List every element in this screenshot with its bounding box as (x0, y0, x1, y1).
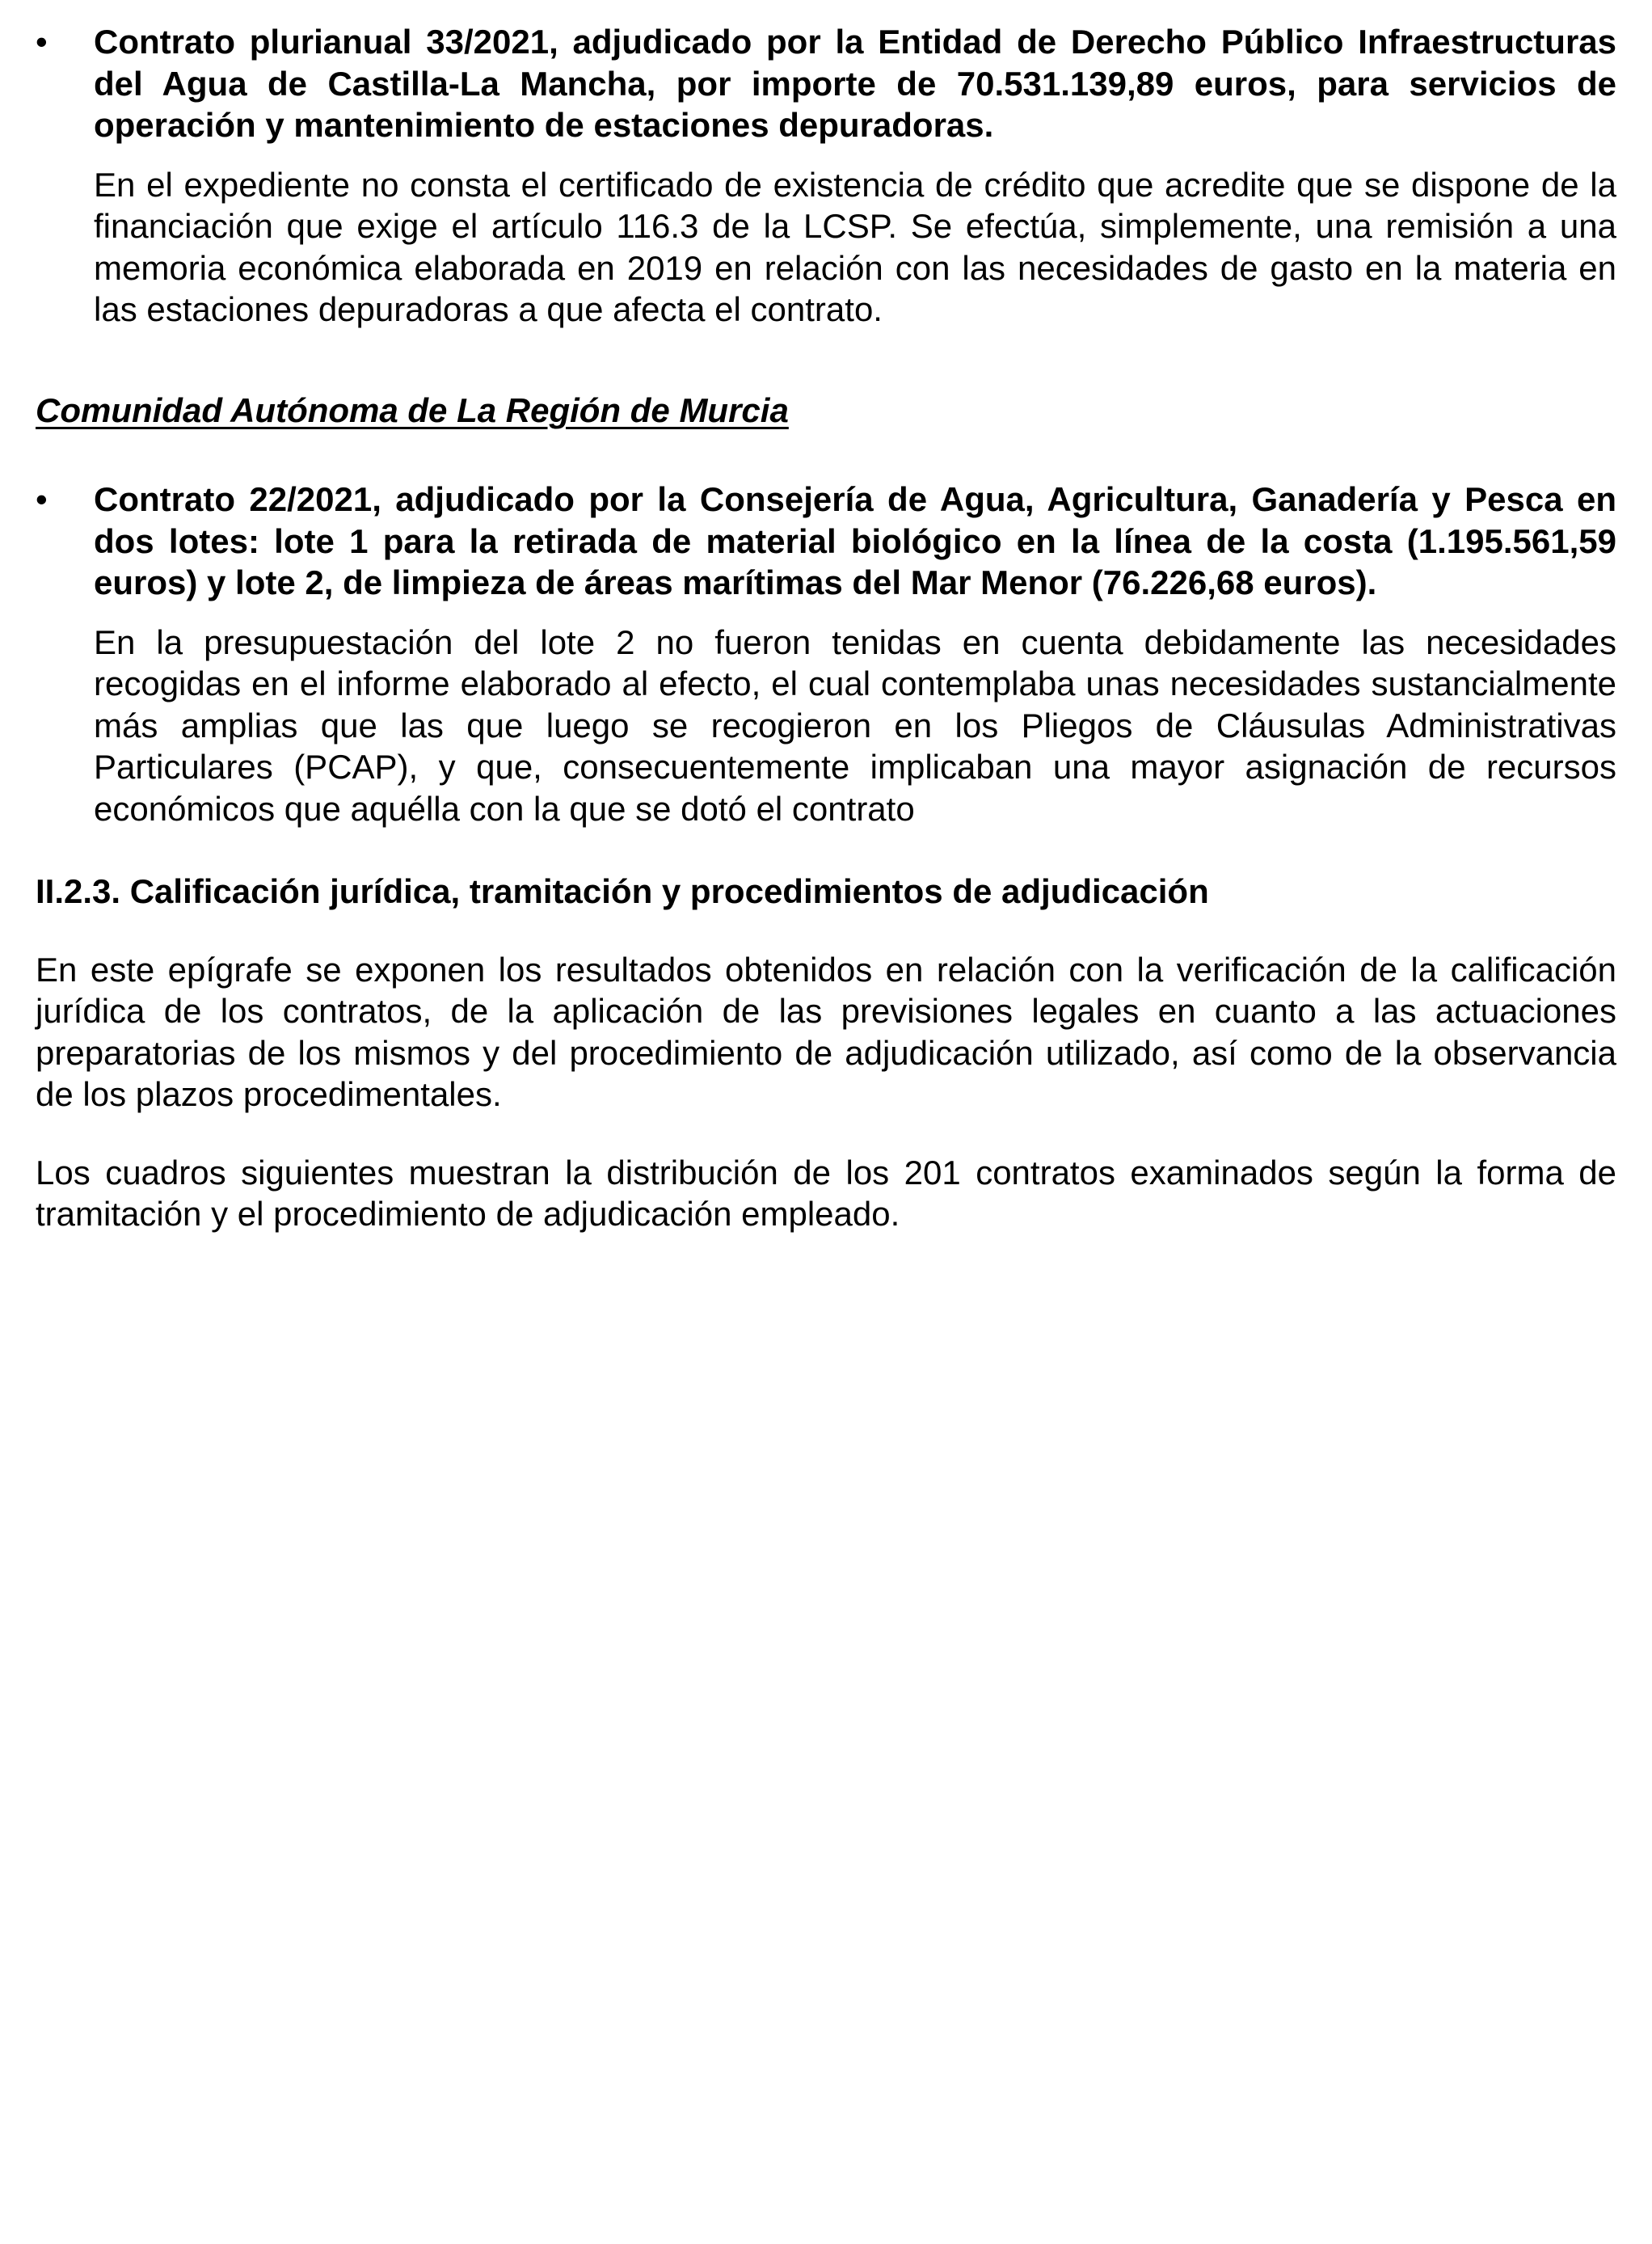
contract-murcia-body: En la presupuestación del lote 2 no fueron tenidas en cuenta debidamente las necesidades recogidas en el informe elaborado al efecto, el cual contemplaba unas necesidades sustancialmente más amplias que las que luego se recogieron en los Pliegos de Cláusulas Administrativas Particulares (PCAP), y que, consecuentemente implicaban una mayor asignación de recursos económicos que aquélla con la que se dotó el contrato (94, 622, 1616, 828)
contract-murcia-heading: Contrato 22/2021, adjudicado por la Consejería de Agua, Agricultura, Ganadería y Pesca en dos lotes: lote 1 para la retirada de material biológico en la línea de la costa (1.195.561,59 euros) y lote 2, de limpieza de áreas marítimas del Mar Menor (76.226,68 euros). (94, 480, 1616, 601)
contract-clm-item (36, 21, 1616, 331)
section-223-paragraph-1: En este epígrafe se exponen los resultados obtenidos en relación con la verificación de la calificación jurídica de los contratos, de la aplicación de las previsiones legales en cuanto a las actuaciones preparatorias de los mismos y del procedimiento de adjudicación utilizado, así como de la observancia de los plazos procedimentales. (36, 950, 1616, 1113)
section-223-paragraph-2: Los cuadros siguientes muestran la distribución de los 201 contratos examinados según la forma de tramitación y el procedimiento de adjudicación empleado. (36, 1153, 1616, 1233)
bullet-marker: • (36, 23, 48, 61)
bullet-marker: • (36, 480, 48, 518)
contract-clm-heading: Contrato plurianual 33/2021, adjudicado por la Entidad de Derecho Público Infraestructuras del Agua de Castilla-La Mancha, por importe de 70.531.139,89 euros, para servicios de operación y mantenimiento de estaciones depuradoras. (94, 23, 1616, 144)
document-page (36, 21, 1616, 1235)
section-223-title: II.2.3. Calificación jurídica, tramitación y procedimientos de adjudicación (36, 872, 1209, 910)
murcia-section-title: Comunidad Autónoma de La Región de Murcia (36, 390, 789, 429)
contract-clm-body: En el expediente no consta el certificado de existencia de crédito que acredite que se dispone de la financiación que exige el artículo 116.3 de la LCSP. Se efectúa, simplemente, una remisión a una memoria económica elaborada en 2019 en relación con las necesidades de gasto en la materia en las estaciones depuradoras a que afecta el contrato. (94, 165, 1616, 328)
contract-murcia-item (36, 479, 1616, 829)
